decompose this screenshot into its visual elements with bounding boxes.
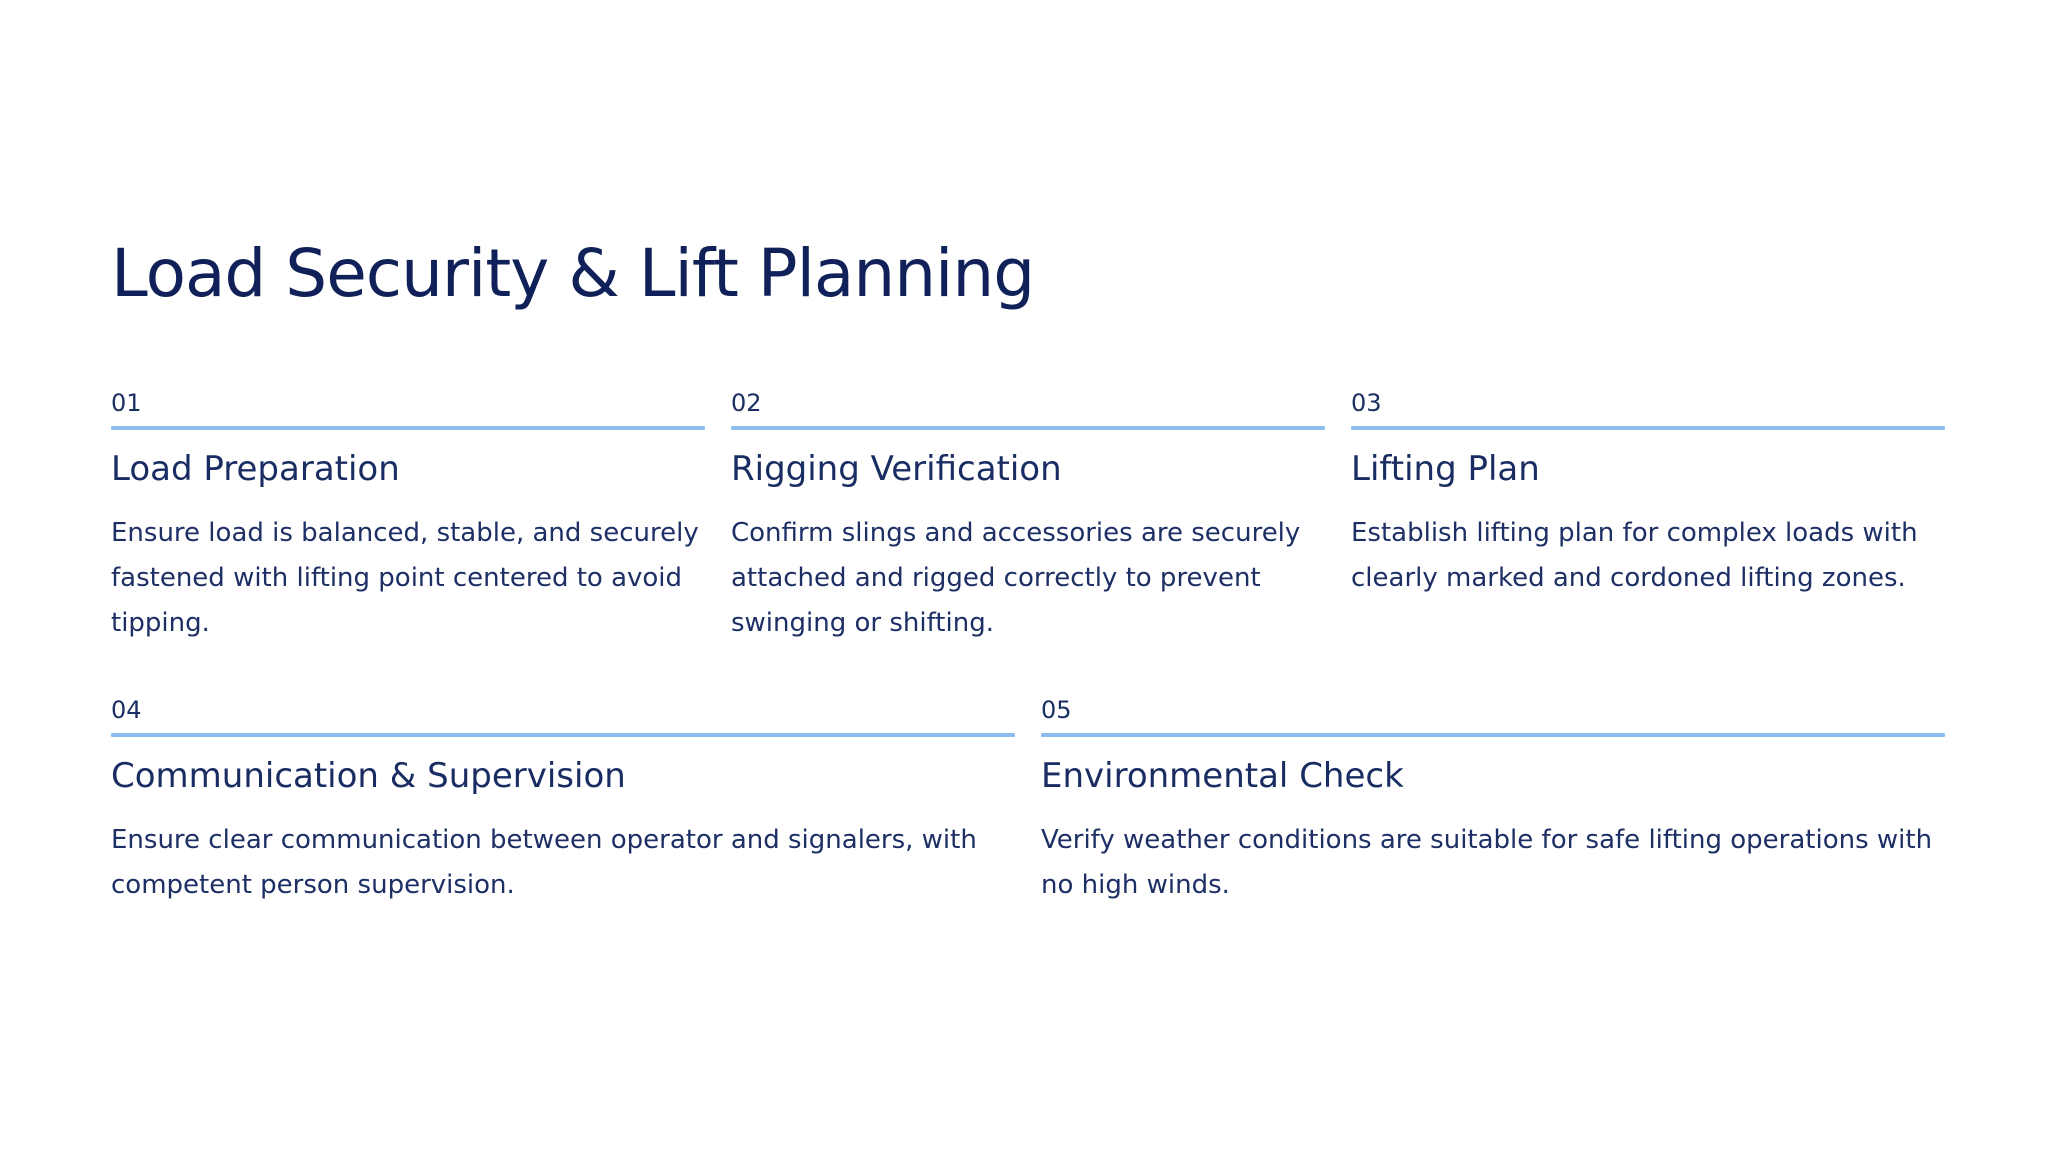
card-rigging-verification — [731, 388, 1325, 646]
card-lifting-plan — [1351, 388, 1945, 601]
card-description: Ensure clear communication between operator and signalers, with competent person supervision. — [111, 825, 977, 900]
card-number: 04 — [111, 696, 142, 724]
card-title: Communication & Supervision — [111, 756, 626, 796]
card-description: Ensure load is balanced, stable, and securely fastened with lifting point centered to avoid tipping. — [111, 518, 699, 638]
card-load-preparation — [111, 388, 705, 646]
card-description: Verify weather conditions are suitable for safe lifting operations with no high winds. — [1041, 825, 1933, 900]
card-description: Establish lifting plan for complex loads with clearly marked and cordoned lifting zones. — [1351, 518, 1918, 593]
page-title: Load Security & Lift Planning — [111, 235, 1035, 312]
card-title: Environmental Check — [1041, 756, 1404, 796]
card-environmental-check — [1041, 695, 1945, 908]
card-description: Confirm slings and accessories are securely attached and rigged correctly to prevent swinging or shifting. — [731, 518, 1301, 638]
card-number: 02 — [731, 389, 762, 417]
card-number: 03 — [1351, 389, 1382, 417]
card-title: Load Preparation — [111, 449, 400, 489]
card-communication-supervision — [111, 695, 1015, 908]
card-title: Lifting Plan — [1351, 449, 1540, 489]
card-title: Rigging Verification — [731, 449, 1062, 489]
card-number: 01 — [111, 389, 142, 417]
card-number: 05 — [1041, 696, 1072, 724]
